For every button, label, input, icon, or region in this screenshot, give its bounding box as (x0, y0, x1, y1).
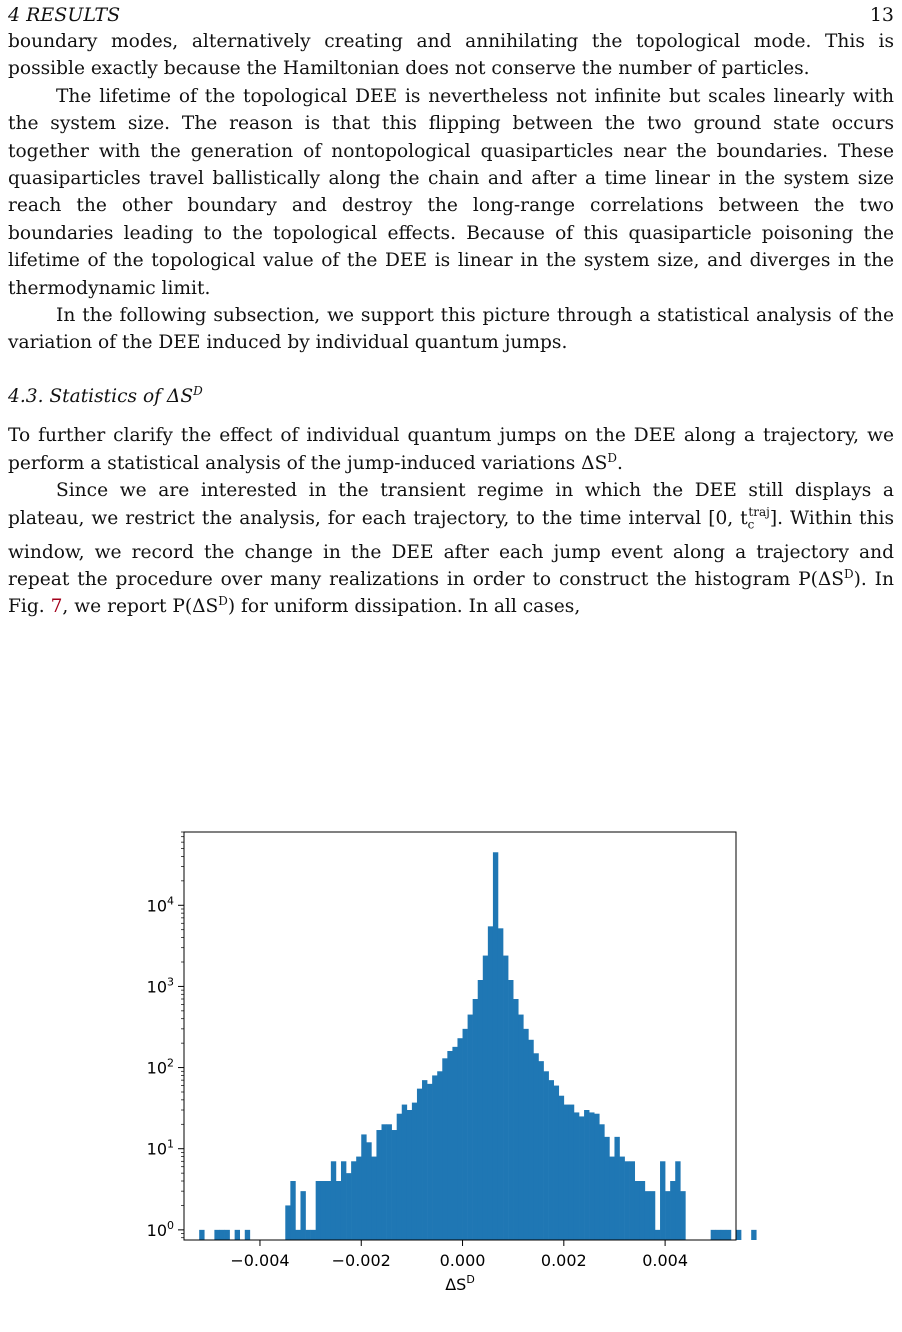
histogram-bar (604, 1137, 609, 1240)
paragraph-3: In the following subsection, we support this picture through a statistical analysis of the variation of the DEE induced by individual quantum jumps. (8, 305, 894, 354)
subsection-title: Statistics of ΔS (49, 385, 194, 407)
header-section: 4 RESULTS (8, 4, 121, 26)
histogram-bars (199, 852, 760, 1240)
histogram-bar (321, 1181, 326, 1240)
paragraph-1: boundary modes, alternatively creating and annihilating the topological mode. This is possible exactly because the Hamiltonian does not conserve the number of particles. (8, 31, 894, 80)
histogram-bar (290, 1181, 295, 1240)
histogram-bar (584, 1110, 589, 1240)
histogram-bar (417, 1089, 422, 1240)
histogram-bar (513, 999, 518, 1240)
p5-text-1: Since we are interested in the transient regime in which the DEE still displays a plateau, we restrict the analysis, for each trajectory, to the time interval [0, t (8, 480, 894, 529)
subsection-title-sup: D (193, 383, 203, 398)
histogram-bar (331, 1161, 336, 1240)
histogram-bar (609, 1157, 614, 1240)
histogram-bar (544, 1071, 549, 1240)
histogram-bar (432, 1075, 437, 1240)
histogram-bar (351, 1161, 356, 1240)
histogram-bar (635, 1181, 640, 1240)
histogram-bar (245, 1230, 250, 1240)
p5-text-3: ). In Fig. (8, 569, 895, 618)
histogram-bar (665, 1191, 670, 1240)
histogram-bar (650, 1191, 655, 1240)
histogram-bar (528, 1040, 533, 1240)
histogram-bar (478, 980, 483, 1240)
histogram-bar (751, 1230, 756, 1240)
histogram-bar (645, 1191, 650, 1240)
histogram-bar (412, 1103, 417, 1240)
x-tick-label: −0.002 (331, 1251, 391, 1270)
histogram-bar (594, 1114, 599, 1240)
x-tick-label: 0.002 (540, 1251, 587, 1270)
histogram-bar (235, 1230, 240, 1240)
p5-sup-3: D (218, 594, 228, 609)
p5-text-4: , we report P(ΔS (62, 596, 219, 618)
p5-text-2: ]. Within this window, we record the change in the DEE after each jump event along a trajectory and repeat the procedure over many realizations in order to construct the histogram P(ΔS (8, 507, 894, 591)
histogram-bar (640, 1181, 645, 1240)
histogram-bar (442, 1058, 447, 1240)
x-tick-label: 0.004 (642, 1251, 689, 1270)
histogram-bar (488, 926, 493, 1240)
histogram-bar (225, 1230, 230, 1240)
histogram-bar (716, 1230, 721, 1240)
histogram-bar (473, 999, 478, 1240)
y-axis (147, 832, 184, 1240)
histogram-bar (599, 1124, 604, 1240)
figure-reference-link[interactable]: 7 (50, 596, 63, 618)
page-number: 13 (869, 4, 894, 26)
p4-text-2: . (616, 452, 623, 474)
histogram-bar (214, 1230, 219, 1240)
p5-sub-1: c (747, 517, 755, 532)
histogram-bar (711, 1230, 716, 1240)
histogram-bar (285, 1205, 290, 1240)
histogram-bar (392, 1130, 397, 1240)
histogram-bar (630, 1161, 635, 1240)
histogram-bar (387, 1124, 392, 1240)
y-tick-label: $10^0$ (146, 1218, 174, 1240)
histogram-bar (503, 956, 508, 1240)
x-axis-label: $\Delta S^D$ (445, 1273, 475, 1294)
histogram-bar (549, 1080, 554, 1240)
p5-sup-2: D (844, 566, 854, 581)
histogram-bar (680, 1191, 685, 1240)
y-tick-label: $10^2$ (146, 1056, 174, 1078)
p5-text-5: ) for uniform dissipation. In all cases, (227, 596, 581, 618)
histogram-bar (569, 1105, 574, 1240)
histogram-bar (371, 1157, 376, 1240)
histogram-bar (533, 1053, 538, 1240)
histogram-bar (726, 1230, 731, 1240)
histogram-bar (589, 1112, 594, 1240)
histogram-bar (736, 1230, 741, 1240)
histogram-bar (620, 1157, 625, 1240)
histogram-bar (366, 1142, 371, 1240)
x-tick-label: −0.004 (230, 1251, 290, 1270)
histogram-bar (382, 1124, 387, 1240)
running-header (8, 4, 894, 28)
histogram-bar (199, 1230, 204, 1240)
histogram-bar (559, 1096, 564, 1240)
histogram-bar (306, 1230, 311, 1240)
histogram-bar (483, 956, 488, 1240)
y-tick-label: $10^1$ (146, 1137, 174, 1159)
histogram-bar (295, 1230, 300, 1240)
histogram-bar (457, 1038, 462, 1240)
histogram-bar (655, 1230, 660, 1240)
y-tick-label: $10^3$ (146, 975, 174, 997)
histogram-bar (376, 1130, 381, 1240)
histogram-bar (326, 1181, 331, 1240)
histogram-bar (508, 980, 513, 1240)
subsection-heading (8, 383, 894, 410)
histogram-bar (518, 1015, 523, 1240)
x-tick-label: 0.000 (439, 1251, 486, 1270)
histogram-bar (437, 1071, 442, 1240)
histogram-bar (336, 1181, 341, 1240)
histogram-bar (574, 1112, 579, 1240)
histogram-bar (422, 1080, 427, 1240)
histogram-figure (120, 820, 760, 1300)
histogram-bar (361, 1134, 366, 1240)
histogram-bar (625, 1161, 630, 1240)
histogram-bar (407, 1110, 412, 1240)
histogram-bar (670, 1181, 675, 1240)
body-text (8, 28, 894, 621)
histogram-bar (447, 1051, 452, 1240)
histogram-bar (554, 1086, 559, 1240)
histogram-bar (452, 1047, 457, 1240)
paragraph-5 (8, 477, 894, 621)
histogram-bar (675, 1161, 680, 1240)
histogram-bar (356, 1157, 361, 1240)
histogram-bar (721, 1230, 726, 1240)
histogram-bar (219, 1230, 224, 1240)
paragraph-4 (8, 422, 894, 477)
histogram-bar (564, 1105, 569, 1240)
paragraph-2: The lifetime of the topological DEE is nevertheless not infinite but scales linearly with the system size. The reason is that this flipping between the two ground state occurs together with the generation of nontopological quasiparticles near the boundaries. These quasiparticles travel ballistically along the chain and after a time linear in the system size reach the other boundary and destroy the long-range correlations between the two boundaries leading to the topological effects. Because of this quasiparticle poisoning the lifetime of the topological value of the DEE is linear in the system size, and diverges in the thermodynamic limit. (8, 85, 894, 299)
p4-text-1: To further clarify the effect of individual quantum jumps on the DEE along a trajectory, we perform a statistical analysis of the jump-induced variations ΔS (8, 425, 894, 474)
histogram-bar (538, 1061, 543, 1240)
histogram-bar (397, 1114, 402, 1240)
histogram-bar (614, 1137, 619, 1240)
histogram-bar (468, 1015, 473, 1240)
histogram-bar (316, 1181, 321, 1240)
histogram-bar (427, 1084, 432, 1240)
histogram-bar (402, 1105, 407, 1240)
histogram-bar (498, 928, 503, 1240)
x-axis (230, 1240, 688, 1270)
histogram-bar (311, 1230, 316, 1240)
histogram-bar (579, 1116, 584, 1240)
histogram-bar (341, 1161, 346, 1240)
subsection-number: 4.3. (8, 385, 44, 407)
histogram-bar (493, 852, 498, 1240)
p5-sup-1: traj (748, 505, 770, 520)
y-tick-label: $10^4$ (146, 894, 174, 916)
p4-sup-1: D (607, 450, 617, 465)
histogram-bar (660, 1161, 665, 1240)
histogram-bar (300, 1191, 305, 1240)
histogram-bar (523, 1029, 528, 1240)
histogram-bar (346, 1173, 351, 1240)
histogram-bar (463, 1029, 468, 1240)
